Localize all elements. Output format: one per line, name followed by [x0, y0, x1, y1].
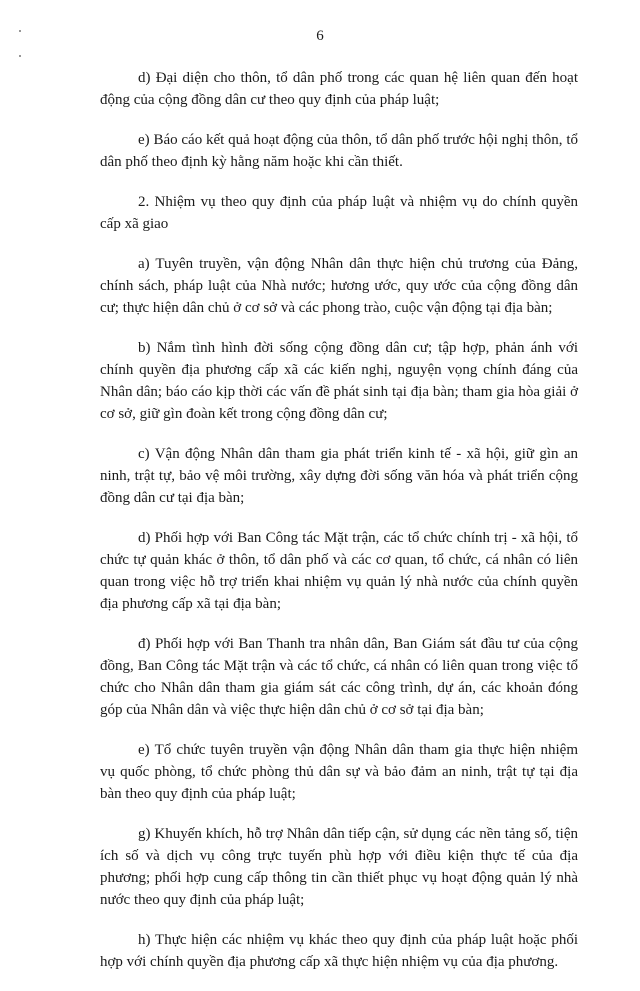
- clause-d-representation: d) Đại diện cho thôn, tổ dân phố trong các quan hệ liên quan đến hoạt động của cộng đồng dân cư theo quy định của pháp luật;: [100, 70, 578, 108]
- document-body: [100, 67, 578, 991]
- clause-d-coordination: d) Phối hợp với Ban Công tác Mặt trận, các tổ chức chính trị - xã hội, tổ chức tự quản khác ở thôn, tổ dân phố và các cơ quan, tổ chức, cá nhân có liên quan trong việc hỗ trợ triển khai nhiệm vụ quản lý nhà nước của chính quyền địa phương cấp xã tại địa bàn;: [100, 530, 578, 612]
- clause-e-defense: e) Tổ chức tuyên truyền vận động Nhân dân tham gia thực hiện nhiệm vụ quốc phòng, tổ chức phòng thủ dân sự và bảo đảm an ninh, trật tự tại địa bàn theo quy định của pháp luật;: [100, 742, 578, 802]
- clause-c-mobilization: c) Vận động Nhân dân tham gia phát triển kinh tế - xã hội, giữ gìn an ninh, trật tự, bảo vệ môi trường, xây dựng đời sống văn hóa và phát triển cộng đồng dân cư tại địa bàn;: [100, 446, 578, 506]
- clause-e-report: e) Báo cáo kết quả hoạt động của thôn, tổ dân phố trước hội nghị thôn, tổ dân phố theo định kỳ hằng năm hoặc khi cần thiết.: [100, 132, 578, 170]
- clause-a-propaganda: a) Tuyên truyền, vận động Nhân dân thực hiện chủ trương của Đảng, chính sách, pháp luật của Nhà nước; hương ước, quy ước của cộng đồng dân cư; thực hiện dân chủ ở cơ sở và các phong trào, cuộc vận động tại địa bàn;: [100, 256, 578, 316]
- page-number: 6: [316, 28, 324, 44]
- clause-h-other-tasks: h) Thực hiện các nhiệm vụ khác theo quy định của pháp luật hoặc phối hợp với chính quyền địa phương cấp xã thực hiện nhiệm vụ của địa phương.: [100, 932, 578, 970]
- clause-dd-supervision: đ) Phối hợp với Ban Thanh tra nhân dân, Ban Giám sát đầu tư của cộng đồng, Ban Công tác Mặt trận và các tổ chức, cá nhân có liên quan trong việc tổ chức cho Nhân dân tham gia giám sát các công trình, dự án, các khoản đóng góp của Nhân dân và việc thực hiện dân chủ ở cơ sở tại địa bàn;: [100, 636, 578, 718]
- clause-g-digital-platforms: g) Khuyến khích, hỗ trợ Nhân dân tiếp cận, sử dụng các nền tảng số, tiện ích số và dịch vụ công trực tuyến phù hợp với điều kiện thực tế của địa phương; phối hợp cung cấp thông tin cần thiết phục vụ hoạt động quản lý nhà nước theo quy định của pháp luật;: [100, 826, 578, 908]
- section-2-heading: 2. Nhiệm vụ theo quy định của pháp luật và nhiệm vụ do chính quyền cấp xã giao: [100, 194, 578, 232]
- scan-mark: [19, 55, 21, 57]
- clause-b-community-situation: b) Nắm tình hình đời sống cộng đồng dân cư; tập hợp, phản ánh với chính quyền địa phương cấp xã các kiến nghị, nguyện vọng chính đáng của Nhân dân; báo cáo kịp thời các vấn đề phát sinh tại địa bàn; tham gia hòa giải ở cơ sở, giữ gìn đoàn kết trong cộng đồng dân cư;: [100, 340, 578, 422]
